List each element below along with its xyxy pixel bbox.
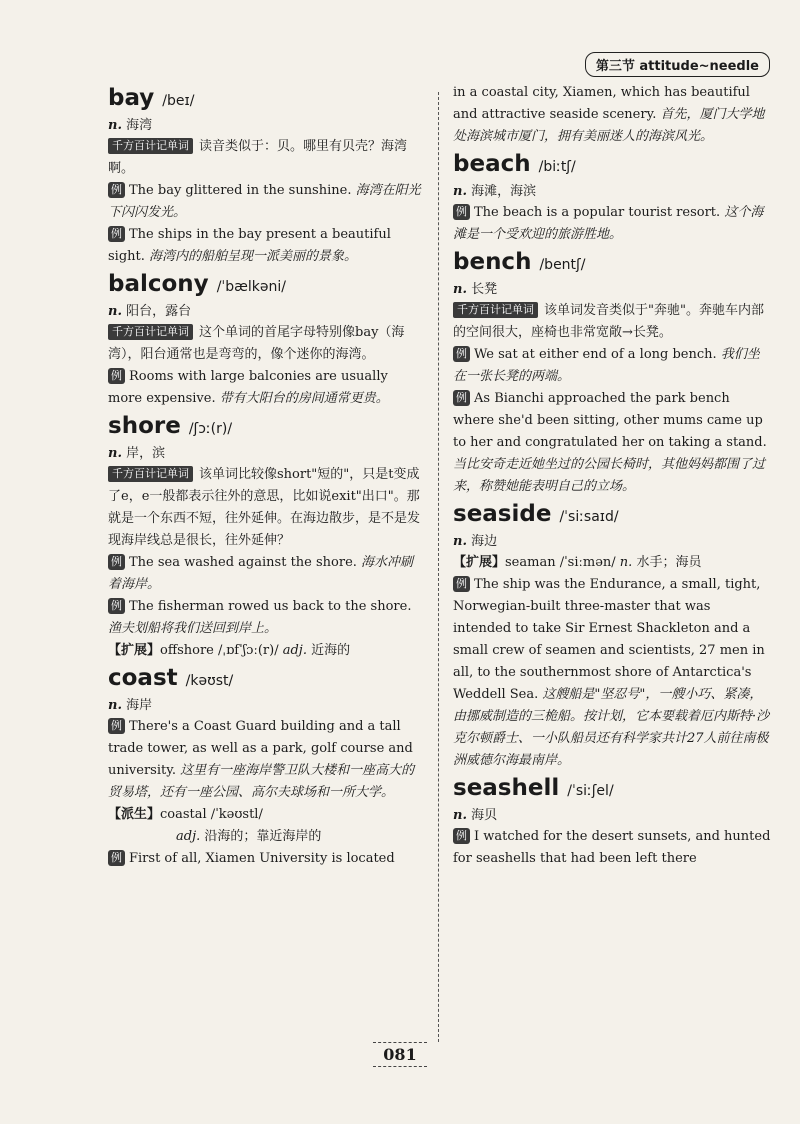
headword: bench /bentʃ/ (453, 249, 586, 275)
part-of-speech: n. 海岸 (108, 698, 153, 713)
entry-beach (453, 150, 771, 246)
extension: 【扩展】seaman /ˈsiːmən/ n. 水手；海员 (453, 555, 702, 570)
memo-note: 千方百计记单词 读音类似于：贝。哪里有贝壳？海湾啊。 (108, 139, 408, 176)
example-tag: 例 (108, 850, 125, 866)
memo-tag: 千方百计记单词 (453, 302, 538, 318)
memo-note: 千方百计记单词 该单词发音类似于"奔驰"。奔驰车内部的空间很大，座椅也非常宽敞→长凳。 (453, 303, 764, 340)
derivation: 【派生】coastal /ˈkəʊstl/ (108, 807, 263, 822)
page-number: 081 (373, 1042, 426, 1067)
example: 例 The bay glittered in the sunshine. 海湾在阳光下闪闪发光。 (108, 183, 421, 220)
example: 例 The ships in the bay present a beautiful sight. 海湾内的船舶呈现一派美丽的景象。 (108, 227, 391, 264)
entry-seashell (453, 774, 771, 870)
example-tag: 例 (108, 718, 125, 734)
part-of-speech: n. 海边 (453, 534, 498, 549)
part-of-speech: n. 长凳 (453, 282, 498, 297)
example: 例 We sat at either end of a long bench. 我们坐在一张长凳的两端。 (453, 347, 760, 384)
entry-shore (108, 412, 426, 662)
headword: bay /beɪ/ (108, 85, 195, 111)
part-of-speech: n. 海滩，海滨 (453, 184, 537, 199)
entry-balcony (108, 270, 426, 410)
derivation-meaning: adj. 沿海的；靠近海岸的 (176, 829, 322, 844)
example-tag: 例 (453, 346, 470, 362)
example: 例 There's a Coast Guard building and a tall trade tower, as well as a park, golf course and university. 这里有一座海岸警卫队大楼和一座高大的贸易塔，还有一座公园、高尔夫球场和一所大学。 (108, 719, 415, 800)
continued-example: in a coastal city, Xiamen, which has beautiful and attractive seaside scenery. 首先，厦门大学地处海滨城市厦门，拥有美丽迷人的海滨风光。 (453, 85, 765, 144)
part-of-speech: n. 阳台，露台 (108, 304, 192, 319)
example-tag: 例 (453, 576, 470, 592)
right-column (439, 82, 771, 1042)
entry-seaside (453, 500, 771, 772)
running-header: 第三节 attitude~needle (585, 52, 770, 77)
memo-note: 千方百计记单词 这个单词的首尾字母特别像bay（海湾），阳台通常也是弯弯的，像个迷你的海湾。 (108, 325, 405, 362)
example: 例 The sea washed against the shore. 海水冲刷着海岸。 (108, 555, 414, 592)
example-tag: 例 (108, 226, 125, 242)
headword: balcony /ˈbælkəni/ (108, 271, 286, 297)
example-tag: 例 (453, 828, 470, 844)
memo-tag: 千方百计记单词 (108, 138, 193, 154)
entry-bay (108, 84, 426, 268)
example-tag: 例 (108, 368, 125, 384)
left-column (108, 82, 438, 1042)
memo-tag: 千方百计记单词 (108, 324, 193, 340)
page-footer (0, 1042, 800, 1067)
memo-tag: 千方百计记单词 (108, 466, 193, 482)
headword: beach /biːtʃ/ (453, 151, 576, 177)
example: 例 The beach is a popular tourist resort. 这个海滩是一个受欢迎的旅游胜地。 (453, 205, 764, 242)
dictionary-page (108, 82, 772, 1042)
memo-note: 千方百计记单词 该单词比较像short"短的"，只是t变成了e，e一般都表示往外的意思，比如说exit"出口"。那就是一个东西不短，往外延伸。在海边散步，是不是发现海岸线总是很长，往外延伸？ (108, 467, 421, 548)
example-tag: 例 (108, 598, 125, 614)
example: 例 The fisherman rowed us back to the shore. 渔夫划船将我们送回到岸上。 (108, 599, 412, 636)
headword: coast /kəʊst/ (108, 665, 234, 691)
part-of-speech: n. 海湾 (108, 118, 153, 133)
example-tag: 例 (108, 182, 125, 198)
entry-bench (453, 248, 771, 498)
headword: seaside /ˈsiːsaɪd/ (453, 501, 619, 527)
example-tag: 例 (453, 204, 470, 220)
headword: seashell /ˈsiːʃel/ (453, 775, 614, 801)
part-of-speech: n. 岸，滨 (108, 446, 166, 461)
example-tag: 例 (453, 390, 470, 406)
example-tag: 例 (108, 554, 125, 570)
example: 例 The ship was the Endurance, a small, tight, Norwegian-built three-master that was intended to take Sir Ernest Shackleton and a small crew of seamen and scientists, 27 men in all, to the southernmost shore of Antarctica's Weddell Sea. 这艘船是"坚忍号"，一艘小巧、紧凑，由挪威制造的三桅船。按计划，它本要载着厄内斯特·沙克尔顿爵士、一小队船员还有科学家共计27人前往南极洲威德尔海最南岸。 (453, 577, 770, 768)
part-of-speech: n. 海贝 (453, 808, 498, 823)
headword: shore /ʃɔː(r)/ (108, 413, 233, 439)
extension: 【扩展】offshore /ˌɒfˈʃɔː(r)/ adj. 近海的 (108, 643, 351, 658)
example: 例 Rooms with large balconies are usually more expensive. 带有大阳台的房间通常更贵。 (108, 369, 389, 406)
example: 例 As Bianchi approached the park bench where she'd been sitting, other mums came up to her and congratulated her on taking a stand. 当比安奇走近她坐过的公园长椅时，其他妈妈都围了过来，称赞她能表明自己的立场。 (453, 391, 767, 494)
entry-coast (108, 664, 426, 870)
example: 例 First of all, Xiamen University is located (108, 848, 426, 870)
example: 例 I watched for the desert sunsets, and hunted for seashells that had been left there (453, 829, 771, 866)
